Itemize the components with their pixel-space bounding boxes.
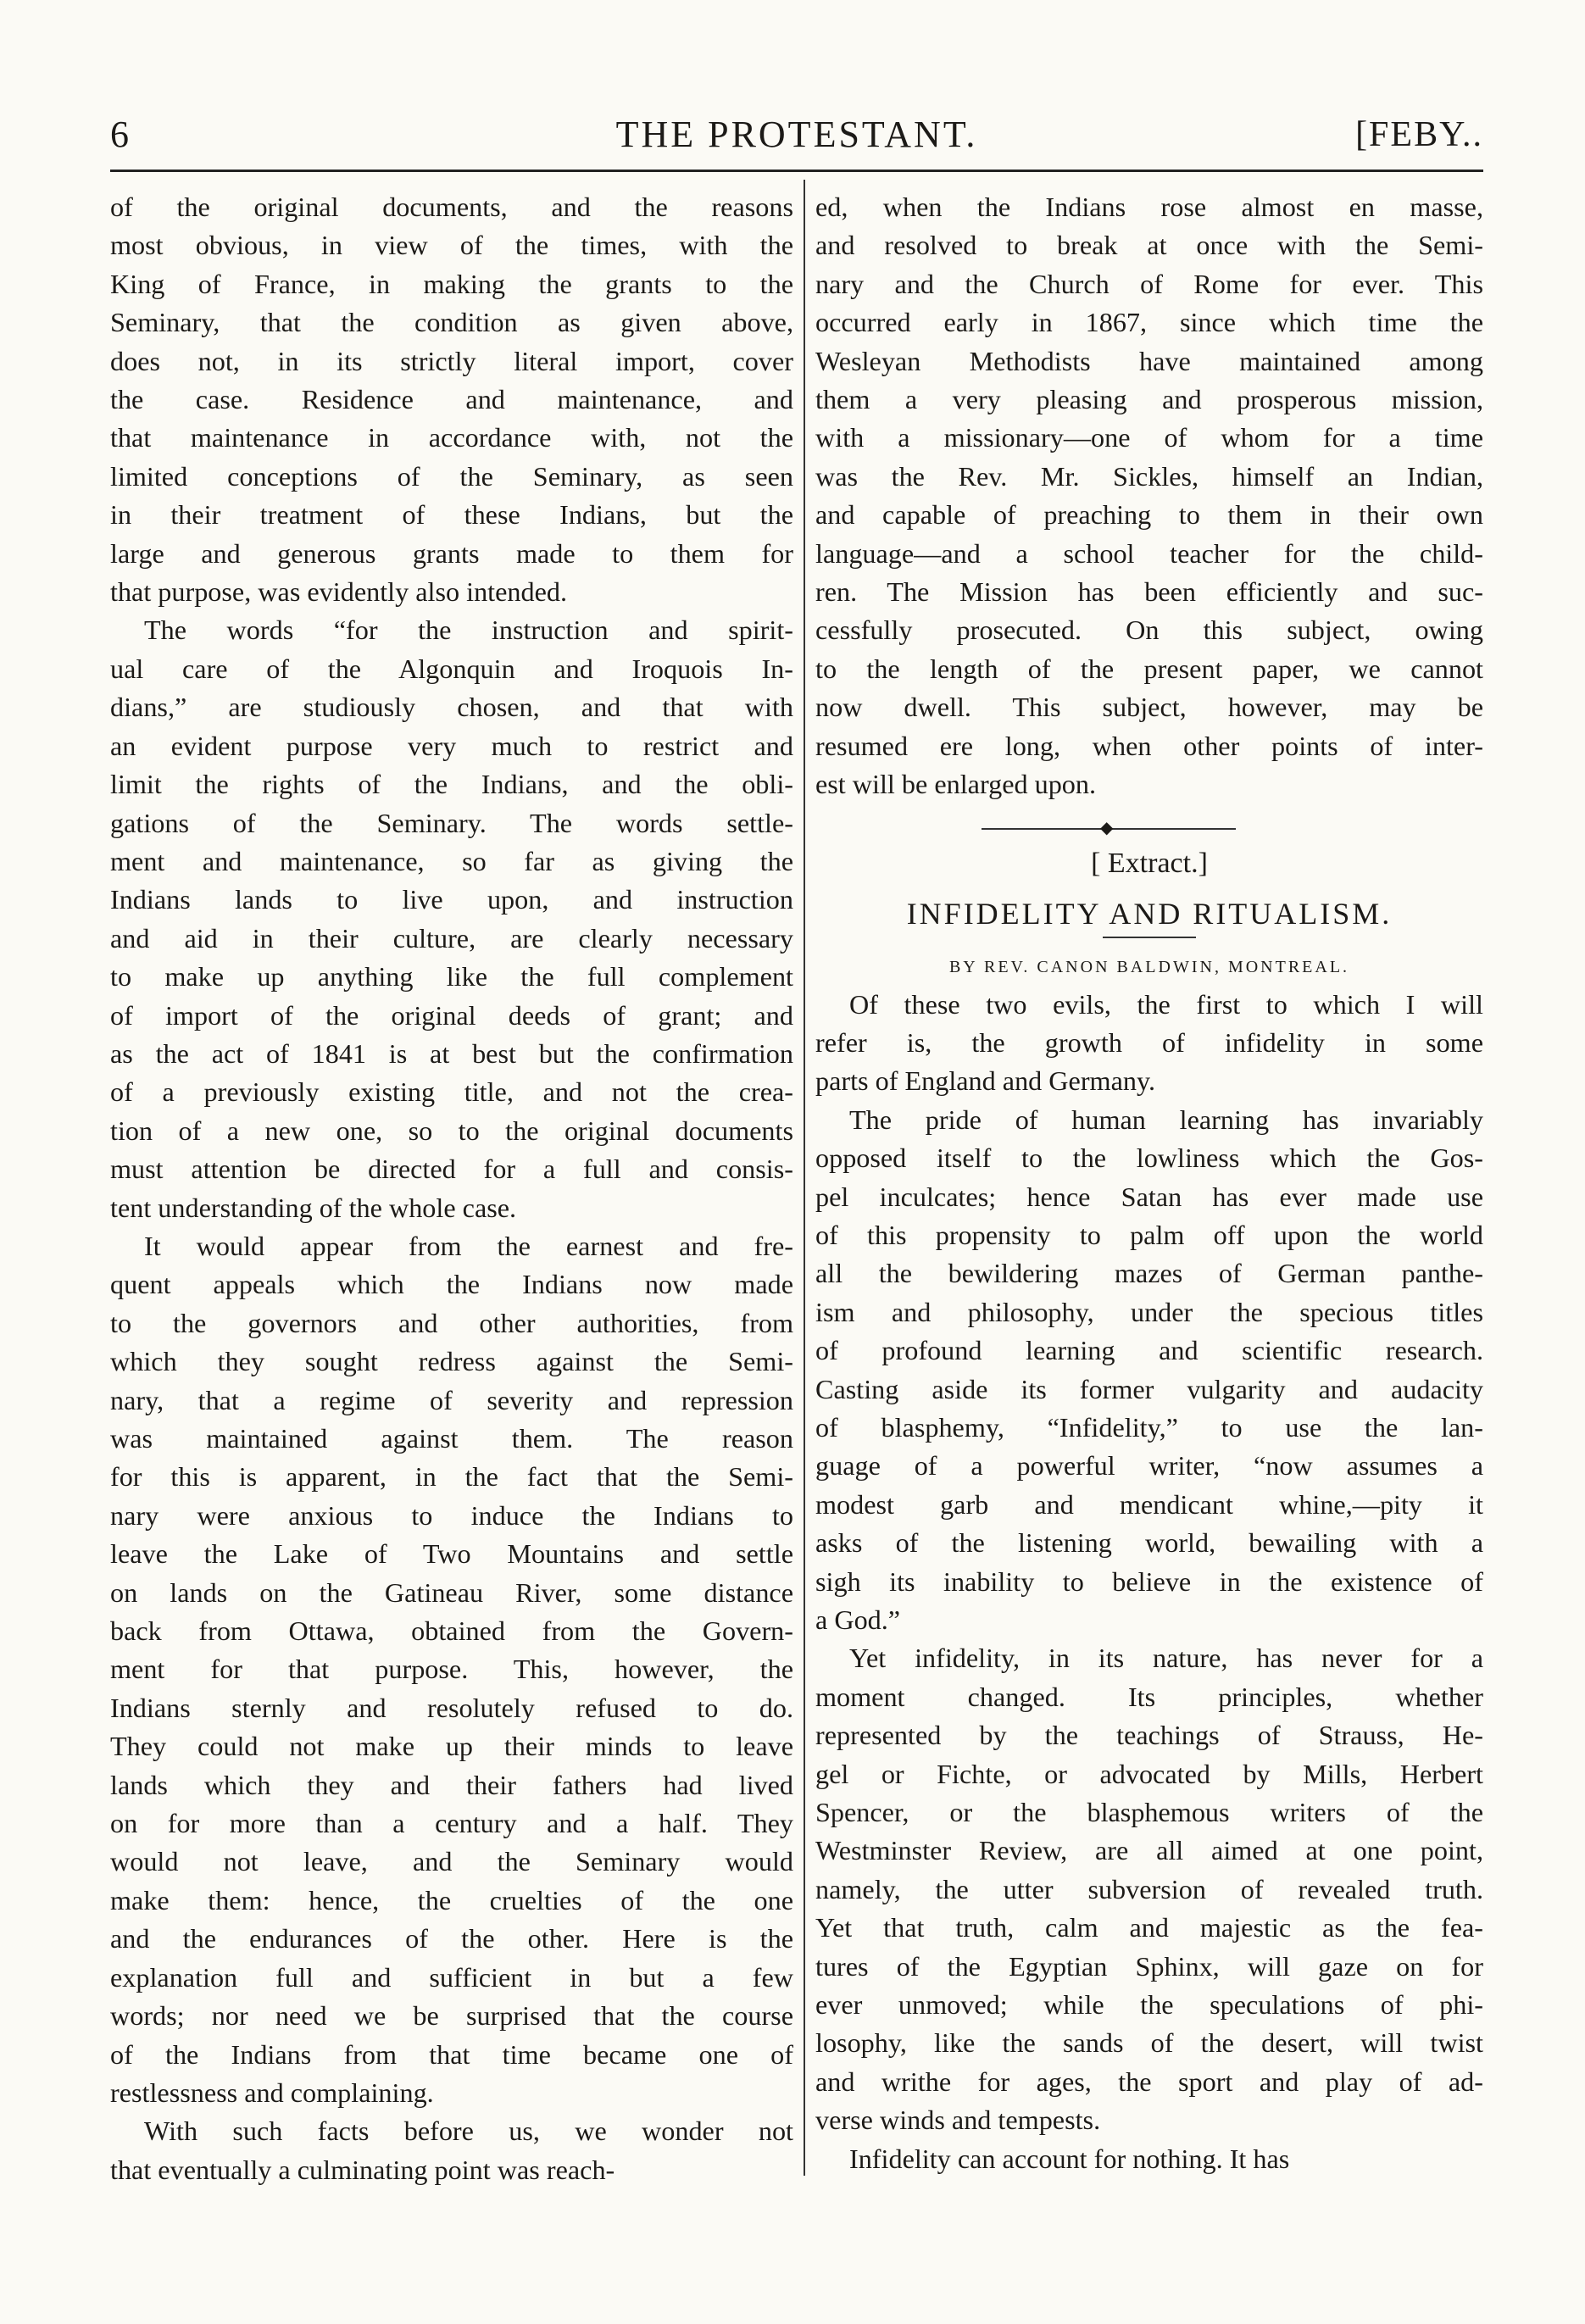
text-line: King of France, in making the grants to the (110, 268, 793, 299)
text-line: and the endurances of the other. Here is the (110, 1923, 793, 1954)
text-line: make them: hence, the cruelties of the one (110, 1884, 793, 1915)
text-line: Spencer, or the blasphemous writers of the (815, 1797, 1483, 1828)
text-line: The pride of human learning has invariably (849, 1104, 1483, 1135)
text-line: nary and the Church of Rome for ever. This (815, 268, 1483, 299)
text-line: Yet infidelity, in its nature, has never for a (849, 1643, 1483, 1674)
text-line: est will be enlarged upon. (815, 769, 1097, 800)
text-line: ism and philosophy, under the specious titles (815, 1296, 1483, 1327)
text-line: represented by the teachings of Strauss, He- (815, 1720, 1483, 1751)
text-line: all the bewildering mazes of German panthe- (815, 1258, 1483, 1289)
text-line: quent appeals which the Indians now made (110, 1269, 793, 1300)
text-line: large and generous grants made to them for (110, 537, 793, 569)
text-line: Yet that truth, calm and majestic as the fea- (815, 1912, 1483, 1943)
text-line: and resolved to break at once with the Semi- (815, 230, 1483, 261)
text-line: of this propensity to palm off upon the world (815, 1219, 1483, 1250)
text-line: modest garb and mendicant whine,—pity it (815, 1488, 1483, 1520)
article-byline: BY REV. CANON BALDWIN, MONTREAL. (948, 957, 1350, 976)
text-line: ren. The Mission has been efficiently and suc- (815, 576, 1483, 608)
text-line: moment changed. Its principles, whether (815, 1681, 1483, 1712)
text-line: Wesleyan Methodists have maintained among (815, 345, 1483, 376)
text-line: which they sought redress against the Semi- (110, 1346, 793, 1377)
text-line: resumed ere long, when other points of inter- (815, 730, 1483, 761)
text-line: that eventually a culminating point was reach- (110, 2154, 615, 2185)
text-line: must attention be directed for a full and consis- (110, 1154, 793, 1185)
text-line: tures of the Egyptian Sphinx, will gaze on for (815, 1950, 1483, 1982)
header-rule (110, 170, 1483, 172)
text-line: tent understanding of the whole case. (110, 1192, 517, 1223)
text-line: leave the Lake of Two Mountains and settle (110, 1538, 793, 1570)
text-line: pel inculcates; hence Satan has ever made use (815, 1181, 1483, 1212)
text-line: Westminster Review, are all aimed at one point, (815, 1835, 1483, 1866)
text-line: Indians sternly and resolutely refused to do. (110, 1692, 793, 1723)
text-line: ual care of the Algonquin and Iroquois In- (110, 653, 793, 684)
text-line: tion of a new one, so to the original documents (110, 1115, 793, 1146)
text-line: Infidelity can account for nothing. It has (849, 2143, 1290, 2174)
text-line: ever unmoved; while the speculations of phi- (815, 1989, 1483, 2021)
text-line: of blasphemy, “Infidelity,” to use the lan- (815, 1411, 1483, 1443)
article-body (815, 986, 1483, 2179)
text-line: was maintained against them. The reason (110, 1423, 793, 1454)
text-line: words; nor need we be surprised that the course (110, 2000, 793, 2032)
text-line: them a very pleasing and prosperous mission, (815, 384, 1483, 415)
text-line: that purpose, was evidently also intended. (110, 576, 568, 608)
text-line: verse winds and tempests. (815, 2104, 1101, 2136)
text-line: cessfully prosecuted. On this subject, owing (815, 614, 1483, 646)
text-line: It would appear from the earnest and fre- (144, 1230, 793, 1261)
text-line: dians,” are studiously chosen, and that with (110, 692, 793, 723)
text-line: Indians lands to live upon, and instruction (110, 884, 793, 915)
right-column (815, 188, 1483, 2178)
text-line: restlessness and complaining. (110, 2077, 434, 2108)
text-line: for this is apparent, in the fact that the Semi- (110, 1461, 793, 1493)
text-line: and writhe for ages, the sport and play of ad- (815, 2065, 1483, 2097)
text-line: The words “for the instruction and spirit- (144, 614, 793, 646)
text-line: as the act of 1841 is at best but the confirmation (110, 1037, 793, 1069)
text-line: would not leave, and the Seminary would (110, 1846, 793, 1877)
text-line: Seminary, that the condition as given above, (110, 307, 793, 338)
extract-label: [ Extract.] (1091, 847, 1208, 879)
text-line: does not, in its strictly literal import, cover (110, 345, 793, 376)
text-line: was the Rev. Mr. Sickles, himself an Indian, (815, 460, 1483, 492)
running-date: [FEBY.. (1355, 115, 1483, 154)
text-line: back from Ottawa, obtained from the Govern- (110, 1615, 793, 1647)
text-line: sigh its inability to believe in the existence of (815, 1565, 1483, 1597)
running-title: THE PROTESTANT. (615, 114, 978, 155)
text-line: and aid in their culture, are clearly necessary (110, 922, 793, 954)
text-line: gations of the Seminary. The words settle- (110, 807, 793, 838)
text-line: nary were anxious to induce the Indians to (110, 1499, 793, 1531)
text-line: of the original documents, and the reasons (110, 192, 793, 222)
text-line: to the length of the present paper, we cannot (815, 653, 1483, 684)
article-title: INFIDELITY AND RITUALISM. (906, 896, 1393, 931)
text-line: They could not make up their minds to leave (110, 1731, 793, 1762)
text-line: now dwell. This subject, however, may be (815, 692, 1483, 723)
text-line: in their treatment of these Indians, but the (110, 499, 793, 531)
text-line: ed, when the Indians rose almost en masse, (815, 192, 1483, 222)
text-line: an evident purpose very much to restrict and (110, 730, 793, 761)
column-divider (804, 180, 805, 2176)
text-line: that maintenance in accordance with, not the (110, 422, 793, 453)
text-line: on lands on the Gatineau River, some distance (110, 1576, 793, 1608)
text-line: refer is, the growth of infidelity in some (815, 1026, 1483, 1058)
text-line: the case. Residence and maintenance, and (110, 384, 793, 415)
text-line: gel or Fichte, or advocated by Mills, Herbert (815, 1758, 1483, 1789)
text-line: most obvious, in view of the times, with the (110, 230, 793, 261)
text-line: Of these two evils, the first to which I will (849, 988, 1483, 1020)
text-line: namely, the utter subversion of revealed truth. (815, 1873, 1483, 1904)
text-line: lands which they and their fathers had lived (110, 1769, 793, 1800)
text-line: occurred early in 1867, since which time the (815, 307, 1483, 338)
text-line: on for more than a century and a half. They (110, 1808, 793, 1839)
right-column-continuation (815, 188, 1483, 804)
text-line: to make up anything like the full complement (110, 961, 793, 992)
title-rule (1103, 937, 1196, 938)
text-line: limit the rights of the Indians, and the obli- (110, 769, 793, 800)
text-line: and capable of preaching to them in their own (815, 499, 1483, 531)
text-line: losophy, like the sands of the desert, will twist (815, 2027, 1483, 2059)
text-line: of profound learning and scientific research. (815, 1335, 1483, 1366)
page-header (110, 113, 1483, 165)
text-line: ment and maintenance, so far as giving the (110, 845, 793, 876)
page-number: 6 (110, 114, 129, 155)
text-line: Casting aside its former vulgarity and audacity (815, 1373, 1483, 1404)
text-line: language—and a school teacher for the child- (815, 537, 1483, 569)
section-ornament (815, 820, 1483, 838)
text-line: guage of a powerful writer, “now assumes a (815, 1450, 1483, 1482)
text-line: of a previously existing title, and not the crea- (110, 1076, 793, 1108)
text-line: explanation full and sufficient in but a few (110, 1961, 793, 1993)
text-line: of import of the original deeds of grant; and (110, 999, 793, 1031)
text-line: limited conceptions of the Seminary, as seen (110, 460, 793, 492)
text-line: with a missionary—one of whom for a time (815, 422, 1483, 453)
ornament-diamond-icon: ◆ (1100, 818, 1114, 837)
left-column (110, 188, 793, 2189)
text-line: opposed itself to the lowliness which the Gos- (815, 1143, 1483, 1174)
text-line: ment for that purpose. This, however, the (110, 1654, 793, 1685)
text-line: nary, that a regime of severity and repression (110, 1384, 793, 1415)
text-line: of the Indians from that time became one of (110, 2038, 793, 2070)
text-line: parts of England and Germany. (815, 1065, 1156, 1097)
text-line: to the governors and other authorities, from (110, 1307, 793, 1338)
text-line: a God.” (815, 1604, 901, 1635)
text-line: asks of the listening world, bewailing with a (815, 1527, 1483, 1559)
text-line: With such facts before us, we wonder not (144, 2116, 793, 2147)
